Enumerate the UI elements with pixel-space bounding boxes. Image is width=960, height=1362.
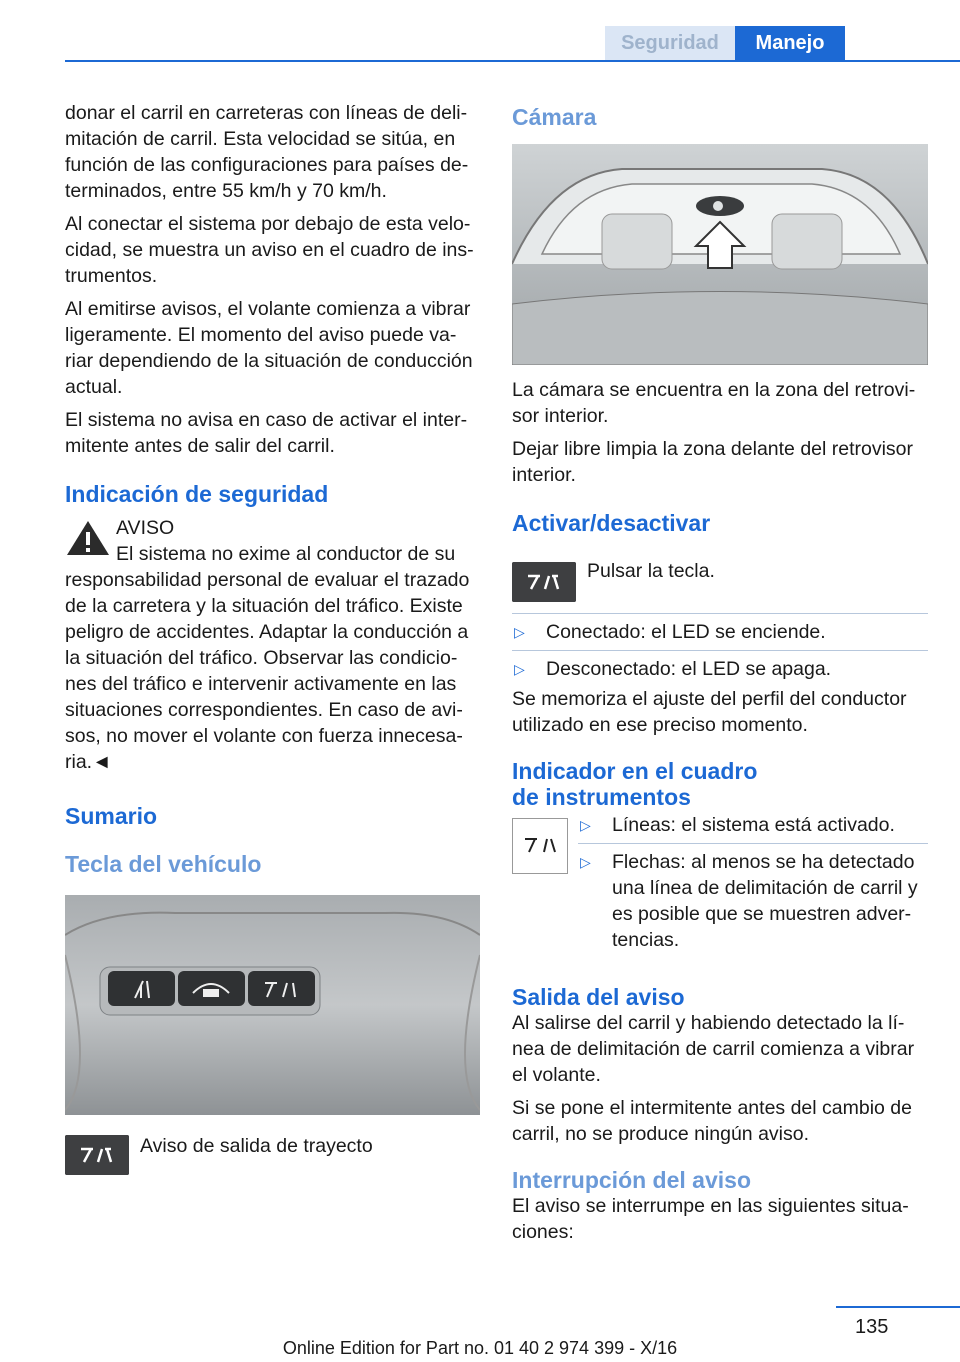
toggle-heading: Activar/desactivar (512, 510, 711, 536)
right-column (512, 100, 928, 130)
key-heading: Tecla del vehículo (65, 851, 262, 877)
tab-manejo[interactable]: Manejo (735, 26, 845, 62)
warning-triangle-icon (65, 517, 111, 558)
divider (578, 843, 928, 844)
camera-heading: Cámara (512, 104, 597, 130)
paragraph: El sistema no avisa en caso de activar el intermitente antes de salir del carril. (65, 409, 468, 457)
toggle-bullets (512, 608, 928, 810)
divider (512, 613, 928, 614)
lane-departure-button-icon (65, 1135, 129, 1175)
list-item (578, 849, 928, 953)
toggle-text: Pulsar la tecla. (587, 560, 715, 582)
page-number: 135 (855, 1316, 889, 1338)
summary-heading: Sumario (65, 803, 158, 829)
arrow-bullet-icon: ▷ (514, 624, 525, 640)
camera-text (512, 377, 928, 536)
arrow-bullet-icon: ▷ (580, 854, 591, 870)
indicator-heading-line2: de instrumentos (512, 784, 691, 810)
warning-text: responsabilidad personal de evaluar el trazado de la carretera y la situación del tráfico. Existe peligro de accidentes. Adaptar la conducción a la situación del tráfico. Observar las condiciones del tráfico e intervenir activamente en las situaciones correspondientes. En caso de avisos, no mover el volante con fuerza innecesaria.◄ (65, 569, 470, 773)
list-item (578, 812, 928, 838)
paragraph: donar el carril en carreteras con líneas de delimitación de carril. Esta velocidad se sitúa, en función de las configuraciones para países determinados, entre 55 km/h y 70 km/h. (65, 102, 469, 202)
list-item-text: Conectado: el LED se enciende. (546, 621, 826, 643)
list-item-text: Desconectado: el LED se apaga. (546, 658, 832, 680)
arrow-bullet-icon: ▷ (514, 661, 525, 677)
interrupt-heading: Interrupción del aviso (512, 1167, 751, 1193)
key-caption: Aviso de salida de trayecto (140, 1135, 373, 1157)
arrow-bullet-icon: ▷ (580, 817, 591, 833)
camera-location-photo (512, 144, 928, 365)
warning-title: AVISO (116, 517, 175, 539)
paragraph: Dejar libre limpia la zona delante del retrovisor interior. (512, 438, 914, 486)
indicator-bullets (578, 812, 928, 953)
list-item-text: Líneas: el sistema está activado. (612, 814, 895, 836)
paragraph: La cámara se encuentra en la zona del retrovisor interior. (512, 379, 916, 427)
safety-heading: Indicación de seguridad (65, 481, 329, 507)
divider (512, 650, 928, 651)
paragraph: El aviso se interrumpe en las siguientes situaciones: (512, 1195, 909, 1243)
output-heading: Salida del aviso (512, 984, 685, 1010)
output-section (512, 984, 928, 1252)
left-column (65, 100, 477, 877)
list-item (512, 619, 928, 645)
edition-footer: Online Edition for Part no. 01 40 2 974 399 - X/16 (282, 1338, 678, 1358)
lane-indicator-icon (512, 818, 568, 874)
paragraph: Al conectar el sistema por debajo de esta velocidad, se muestra un aviso en el cuadro de instrumentos. (65, 213, 474, 287)
paragraph: Al salirse del carril y habiendo detectado la línea de delimitación de carril comienza a vibrar el volante. (512, 1012, 915, 1086)
footer-rule (836, 1306, 960, 1308)
paragraph: Se memoriza el ajuste del perfil del conductor utilizado en ese preciso momento. (512, 688, 907, 736)
list-item-text: Flechas: al menos se ha detectado una línea de delimitación de carril y es posible que se muestren advertencias. (612, 851, 918, 951)
paragraph: Al emitirse avisos, el volante comienza a vibrar ligeramente. El momento del aviso puede variar dependiendo de la situación de conducción actual. (65, 298, 473, 398)
warning-first-line: El sistema no exime al conductor de su (116, 543, 456, 565)
lane-departure-button-icon (512, 562, 576, 602)
tab-seguridad[interactable]: Seguridad (605, 26, 735, 60)
paragraph: Si se pone el intermitente antes del cambio de carril, no se produce ningún aviso. (512, 1097, 912, 1145)
indicator-heading-line1: Indicador en el cuadro (512, 758, 758, 784)
vehicle-buttons-photo (65, 895, 480, 1115)
list-item (512, 656, 928, 682)
